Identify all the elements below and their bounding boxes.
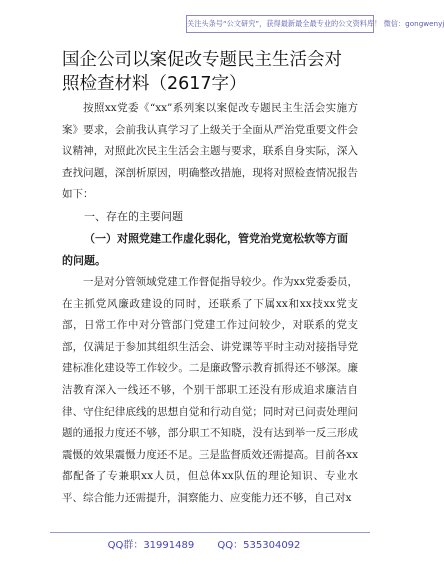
document-body [62,98,358,510]
footer-qq: QQ：535304092 [217,540,301,551]
section-heading: 一、存在的主要问题 [84,209,183,223]
subsection-heading: （一）对照党建工作虚化弱化，管党治党宽松软等方面的问题。 [62,231,348,267]
body-paragraph: 一是对分管领域党建工作督促指导较少。作为xx党委委员，在主抓党风廉政建设的同时，还联系了下属xx和xx技xx党支部，日常工作中对分管部门党建工作过问较少，对联系的党支部，仅满足于参加其组织生活会、讲党课等平时主动对接指导党建标准化建设等工作较少。二是廉政警示教育抓得还不够深。廉洁教育深入一线还不够，个别干部职工还没有形成追求廉洁自律、守住纪律底线的思想自觉和行动自觉；同时对已问责处理问题的通报力度还不够，部分职工不知晓，没有达到举一反三形成震慑的效果震慑力度还不足。三是监督质效还需提高。目前各xx都配备了专兼职xx人员，但总体xx队伍的理论知识、专业水平、综合能力还需提升，洞察能力、应变能力还不够，自己对x [62,275,358,504]
header-banner-text: 关注头条号“公文研究”，获得最新最全最专业的公文资料库！ 微信：gongwenyj [187,19,444,28]
header-banner [186,15,444,33]
footer-divider [50,532,370,533]
footer [0,536,408,552]
footer-qq-group: QQ群：31991489 [107,540,195,551]
intro-paragraph: 按照xx党委《“xx”系列案以案促改专题民主生活会实施方案》要求，会前我认真学习了上级关于全面从严治党重要文件会议精神，对照此次民主生活会主题与要求，联系自身实际，深入查找问题，深剖析原因，明确整改措施，现将对照检查情况报告如下： [62,102,358,201]
document-title: 国企公司以案促改专题民主生活会对照检查材料（2617字） [62,50,342,94]
